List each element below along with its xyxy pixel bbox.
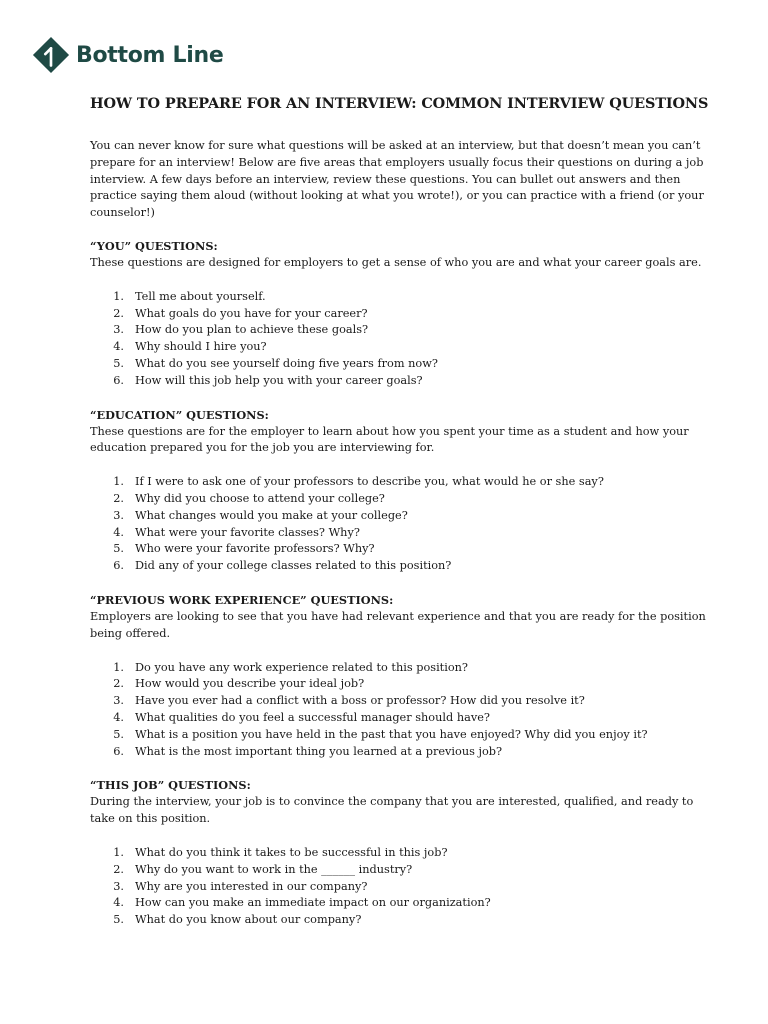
item-number: 2. — [113, 677, 124, 691]
item-text: How can you make an immediate impact on our organization? — [135, 896, 491, 910]
item-number: 5. — [113, 913, 124, 927]
item-text: How do you plan to achieve these goals? — [135, 323, 369, 337]
brand-name: Bottom Line — [76, 42, 224, 68]
question-list — [90, 845, 715, 929]
item-number: 6. — [113, 744, 124, 758]
list-item — [90, 356, 715, 373]
section-heading: “YOU” QUESTIONS: — [90, 238, 218, 253]
item-text: Do you have any work experience related to this position? — [135, 660, 468, 674]
section-you-questions — [90, 238, 715, 390]
question-list — [90, 289, 715, 390]
section-education-questions — [90, 407, 715, 575]
list-item — [90, 710, 715, 727]
item-number: 6. — [113, 559, 124, 573]
item-text: What were your favorite classes? Why? — [135, 525, 360, 539]
list-item — [90, 862, 715, 879]
item-text: What is the most important thing you learned at a previous job? — [135, 744, 503, 758]
question-sections — [90, 238, 715, 929]
item-number: 1. — [113, 660, 124, 674]
list-item — [90, 508, 715, 525]
item-text: What changes would you make at your college? — [135, 508, 408, 522]
list-item — [90, 306, 715, 323]
list-item — [90, 845, 715, 862]
list-item — [90, 322, 715, 339]
item-number: 1. — [113, 289, 124, 303]
item-text: If I were to ask one of your professors to describe you, what would he or she say? — [135, 475, 604, 489]
item-text: What qualities do you feel a successful manager should have? — [135, 710, 490, 724]
item-number: 3. — [113, 508, 124, 522]
list-item — [90, 525, 715, 542]
item-text: Why did you choose to attend your college? — [135, 491, 385, 505]
list-item — [90, 660, 715, 677]
item-text: Did any of your college classes related to this position? — [135, 559, 452, 573]
question-list — [90, 474, 715, 575]
item-number: 3. — [113, 694, 124, 708]
item-number: 5. — [113, 542, 124, 556]
item-text: How will this job help you with your career goals? — [135, 373, 423, 387]
list-item — [90, 879, 715, 896]
item-text: How would you describe your ideal job? — [135, 677, 365, 691]
section-description: Employers are looking to see that you have had relevant experience and that you are ready for the position being offered. — [90, 609, 706, 640]
list-item — [90, 895, 715, 912]
list-item — [90, 744, 715, 761]
section-heading: “THIS JOB” QUESTIONS: — [90, 778, 251, 793]
document-body — [90, 94, 715, 946]
item-text: What do you see yourself doing five years from now? — [135, 356, 438, 370]
list-item — [90, 558, 715, 575]
item-text: Why should I hire you? — [135, 340, 267, 354]
section-description: During the interview, your job is to convince the company that you are interested, qualified, and ready to take on this position. — [90, 795, 694, 826]
list-item — [90, 289, 715, 306]
section-heading: “EDUCATION” QUESTIONS: — [90, 407, 269, 422]
page-title: HOW TO PREPARE FOR AN INTERVIEW: COMMON INTERVIEW QUESTIONS — [90, 95, 709, 112]
item-text: Who were your favorite professors? Why? — [135, 542, 375, 556]
item-number: 2. — [113, 306, 124, 320]
list-item — [90, 912, 715, 929]
item-text: Have you ever had a conflict with a boss or professor? How did you resolve it? — [135, 694, 585, 708]
item-number: 5. — [113, 727, 124, 741]
list-item — [90, 727, 715, 744]
list-item — [90, 373, 715, 390]
item-text: Tell me about yourself. — [135, 289, 266, 303]
item-number: 2. — [113, 491, 124, 505]
list-item — [90, 339, 715, 356]
item-number: 3. — [113, 879, 124, 893]
item-text: What goals do you have for your career? — [135, 306, 368, 320]
list-item — [90, 693, 715, 710]
item-number: 4. — [113, 340, 124, 354]
item-text: What do you think it takes to be successful in this job? — [135, 845, 448, 859]
intro-paragraph: You can never know for sure what questions will be asked at an interview, but that doesn’t mean you can’t prepare for an interview! Below are five areas that employers usually focus their questions on during a job interview. A few days before an interview, review these questions. You can bullet out answers and then practice saying them aloud (without looking at what you wrote!), or you can practice with a friend (or your counselor!) — [90, 139, 704, 220]
list-item — [90, 541, 715, 558]
diamond-logo-icon — [32, 36, 70, 74]
item-number: 1. — [113, 845, 124, 859]
section-heading: “PREVIOUS WORK EXPERIENCE” QUESTIONS: — [90, 592, 394, 607]
brand-logo — [32, 35, 223, 75]
list-item — [90, 676, 715, 693]
item-number: 2. — [113, 862, 124, 876]
section-work-experience-questions — [90, 592, 715, 760]
list-item — [90, 491, 715, 508]
section-description: These questions are designed for employers to get a sense of who you are and what your career goals are. — [90, 255, 702, 269]
item-text: What is a position you have held in the past that you have enjoyed? Why did you enjoy it? — [135, 727, 648, 741]
item-text: Why do you want to work in the ______ industry? — [135, 862, 413, 876]
item-number: 6. — [113, 373, 124, 387]
item-number: 4. — [113, 896, 124, 910]
item-text: Why are you interested in our company? — [135, 879, 368, 893]
list-item — [90, 474, 715, 491]
item-number: 5. — [113, 356, 124, 370]
item-text: What do you know about our company? — [135, 913, 362, 927]
item-number: 1. — [113, 475, 124, 489]
item-number: 3. — [113, 323, 124, 337]
section-this-job-questions — [90, 777, 715, 929]
question-list — [90, 660, 715, 761]
section-description: These questions are for the employer to learn about how you spent your time as a student and how your education prepared you for the job you are interviewing for. — [90, 424, 689, 455]
item-number: 4. — [113, 525, 124, 539]
item-number: 4. — [113, 710, 124, 724]
